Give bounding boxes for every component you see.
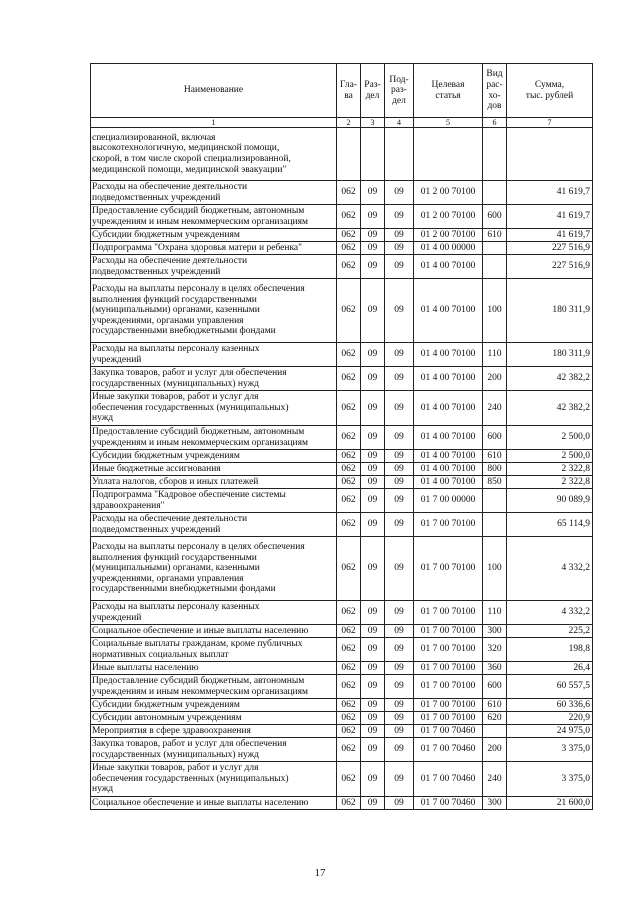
row-target-article: 01 7 00 70100 [414,699,483,712]
table-row [91,463,593,476]
header-chapter: Гла- ва [337,64,361,118]
row-chapter: 062 [337,463,361,476]
table-row [91,343,593,367]
row-target-article: 01 4 00 70100 [414,426,483,450]
row-sum: 3 375,0 [507,738,593,762]
row-name: Расходы на выплаты персоналу казенных учреждений [91,601,337,625]
row-sum: 60 336,6 [507,699,593,712]
row-target-article: 01 4 00 70100 [414,391,483,426]
row-name: Иные закупки товаров, работ и услуг для обеспечения государственных (муниципальных) нужд [91,391,337,426]
row-section: 09 [361,450,385,463]
row-chapter: 062 [337,205,361,229]
row-subsection: 09 [385,279,414,343]
row-expense-type: 200 [483,738,507,762]
table-row [91,229,593,242]
row-subsection: 09 [385,625,414,638]
row-chapter: 062 [337,738,361,762]
row-expense-type: 600 [483,205,507,229]
row-chapter: 062 [337,426,361,450]
row-target-article: 01 4 00 70100 [414,255,483,279]
row-chapter: 062 [337,712,361,725]
column-number: 3 [361,118,385,128]
row-section: 09 [361,242,385,255]
row-expense-type [483,489,507,513]
row-chapter: 062 [337,279,361,343]
row-expense-type: 240 [483,762,507,797]
row-expense-type: 100 [483,279,507,343]
row-name: Уплата налогов, сборов и иных платежей [91,476,337,489]
column-number: 6 [483,118,507,128]
row-subsection: 09 [385,699,414,712]
row-target-article: 01 7 00 70460 [414,725,483,738]
row-expense-type: 800 [483,463,507,476]
column-number: 2 [337,118,361,128]
row-name: Закупка товаров, работ и услуг для обеспечения государственных (муниципальных) нужд [91,367,337,391]
row-expense-type [483,181,507,205]
row-chapter: 062 [337,476,361,489]
row-sum: 42 382,2 [507,391,593,426]
row-sum: 2 322,8 [507,463,593,476]
row-sum: 4 332,2 [507,601,593,625]
row-subsection: 09 [385,797,414,810]
table-row [91,181,593,205]
row-subsection: 09 [385,229,414,242]
header-section: Раз- дел [361,64,385,118]
table-row [91,675,593,699]
row-name: Предоставление субсидий бюджетным, автономным учреждениям и иным некоммерческим организациям [91,426,337,450]
row-target-article: 01 7 00 70100 [414,712,483,725]
row-chapter: 062 [337,675,361,699]
row-section: 09 [361,675,385,699]
row-section: 09 [361,426,385,450]
row-sum: 180 311,9 [507,343,593,367]
budget-table-sheet [90,63,592,810]
table-row [91,128,593,181]
row-name: Субсидии бюджетным учреждениям [91,450,337,463]
row-subsection: 09 [385,738,414,762]
table-row [91,426,593,450]
row-name: Иные бюджетные ассигнования [91,463,337,476]
row-expense-type: 110 [483,601,507,625]
row-target-article: 01 7 00 70100 [414,638,483,662]
row-chapter: 062 [337,797,361,810]
row-subsection: 09 [385,450,414,463]
table-row [91,489,593,513]
row-expense-type: 610 [483,699,507,712]
table-row [91,738,593,762]
row-section: 09 [361,699,385,712]
table-body [91,128,593,810]
table-row [91,242,593,255]
row-section: 09 [361,229,385,242]
column-number: 4 [385,118,414,128]
row-chapter: 062 [337,762,361,797]
row-name: Расходы на обеспечение деятельности подведомственных учреждений [91,513,337,537]
row-section: 09 [361,797,385,810]
row-target-article: 01 4 00 70100 [414,343,483,367]
header-subsection: Под- раз- дел [385,64,414,118]
row-sum: 90 089,9 [507,489,593,513]
column-number: 5 [414,118,483,128]
row-chapter: 062 [337,625,361,638]
row-chapter: 062 [337,638,361,662]
row-name: Расходы на выплаты персоналу в целях обеспечения выполнения функций государственными (муниципальными) органами, казенными учреждениями, органами управления государственными внебюджетными фондами [91,279,337,343]
row-target-article: 01 4 00 70100 [414,450,483,463]
row-section: 09 [361,367,385,391]
row-subsection: 09 [385,242,414,255]
row-subsection: 09 [385,762,414,797]
row-target-article: 01 7 00 70460 [414,762,483,797]
row-expense-type: 360 [483,662,507,675]
row-target-article: 01 7 00 70460 [414,738,483,762]
row-target-article: 01 7 00 00000 [414,489,483,513]
row-section: 09 [361,601,385,625]
row-name: Расходы на обеспечение деятельности подведомственных учреждений [91,181,337,205]
row-name: Предоставление субсидий бюджетным, автономным учреждениям и иным некоммерческим организациям [91,675,337,699]
row-sum: 180 311,9 [507,279,593,343]
row-section: 09 [361,625,385,638]
row-expense-type: 110 [483,343,507,367]
header-sum: Сумма, тыс. рублей [507,64,593,118]
row-subsection: 09 [385,537,414,601]
row-target-article: 01 2 00 70100 [414,181,483,205]
row-sum: 3 375,0 [507,762,593,797]
row-sum: 225,2 [507,625,593,638]
row-chapter: 062 [337,242,361,255]
row-target-article: 01 7 00 70100 [414,662,483,675]
row-name: Иные выплаты населению [91,662,337,675]
row-expense-type [483,255,507,279]
table-row [91,391,593,426]
row-sum: 227 516,9 [507,255,593,279]
row-subsection: 09 [385,181,414,205]
table-row [91,725,593,738]
row-sum: 198,8 [507,638,593,662]
row-sum [507,128,593,181]
row-chapter: 062 [337,343,361,367]
row-name: Субсидии бюджетным учреждениям [91,699,337,712]
row-subsection: 09 [385,712,414,725]
row-sum: 65 114,9 [507,513,593,537]
row-subsection: 09 [385,513,414,537]
row-target-article: 01 4 00 70100 [414,367,483,391]
row-target-article: 01 7 00 70100 [414,537,483,601]
row-expense-type [483,128,507,181]
row-expense-type: 850 [483,476,507,489]
row-target-article: 01 4 00 70100 [414,463,483,476]
row-chapter: 062 [337,662,361,675]
table-header-row [91,64,593,118]
header-expense-type: Вид рас- хо- дов [483,64,507,118]
row-chapter: 062 [337,725,361,738]
table-row [91,255,593,279]
row-chapter: 062 [337,699,361,712]
row-target-article: 01 7 00 70100 [414,601,483,625]
row-target-article: 01 7 00 70100 [414,625,483,638]
row-section: 09 [361,738,385,762]
table-row [91,712,593,725]
table-row [91,450,593,463]
table-row [91,205,593,229]
table-row [91,537,593,601]
row-expense-type: 240 [483,391,507,426]
row-section: 09 [361,255,385,279]
row-sum: 227 516,9 [507,242,593,255]
row-name: Расходы на выплаты персоналу в целях обеспечения выполнения функций государственными (муниципальными) органами, казенными учреждениями, органами управления государственными внебюджетными фондами [91,537,337,601]
column-number: 1 [91,118,337,128]
table-row [91,662,593,675]
row-target-article [414,128,483,181]
header-target-article: Целевая статья [414,64,483,118]
row-section: 09 [361,205,385,229]
row-sum: 26,4 [507,662,593,675]
table-row [91,367,593,391]
row-subsection: 09 [385,662,414,675]
table-row [91,797,593,810]
row-subsection: 09 [385,391,414,426]
row-target-article: 01 7 00 70100 [414,675,483,699]
table-row [91,513,593,537]
row-subsection: 09 [385,426,414,450]
row-chapter: 062 [337,450,361,463]
row-name: Социальное обеспечение и иные выплаты населению [91,797,337,810]
row-section: 09 [361,181,385,205]
row-sum: 220,9 [507,712,593,725]
row-name: специализированной, включая высокотехнологичную, медицинской помощи, скорой, в том числе скорой специализированной, медицинской помощи, медицинской эвакуации" [91,128,337,181]
row-subsection: 09 [385,638,414,662]
table-row [91,476,593,489]
page-number: 17 [314,867,326,879]
budget-table [90,63,593,810]
row-expense-type: 610 [483,450,507,463]
row-subsection: 09 [385,725,414,738]
row-chapter: 062 [337,255,361,279]
row-expense-type: 200 [483,367,507,391]
row-sum: 2 500,0 [507,426,593,450]
row-subsection: 09 [385,367,414,391]
row-subsection: 09 [385,489,414,513]
row-expense-type: 620 [483,712,507,725]
row-chapter: 062 [337,367,361,391]
row-name: Расходы на обеспечение деятельности подведомственных учреждений [91,255,337,279]
row-section: 09 [361,513,385,537]
row-subsection: 09 [385,463,414,476]
row-subsection: 09 [385,476,414,489]
row-name: Субсидии бюджетным учреждениям [91,229,337,242]
row-section: 09 [361,537,385,601]
row-name: Расходы на выплаты персоналу казенных учреждений [91,343,337,367]
header-name: Наименование [91,64,337,118]
row-subsection [385,128,414,181]
row-sum: 2 322,8 [507,476,593,489]
row-sum: 4 332,2 [507,537,593,601]
row-section: 09 [361,476,385,489]
table-row [91,699,593,712]
row-sum: 21 600,0 [507,797,593,810]
row-expense-type [483,242,507,255]
column-number-row [91,118,593,128]
row-target-article: 01 7 00 70460 [414,797,483,810]
row-section: 09 [361,638,385,662]
column-number: 7 [507,118,593,128]
row-expense-type: 300 [483,797,507,810]
row-chapter: 062 [337,181,361,205]
row-name: Подпрограмма "Кадровое обеспечение системы здравоохранения" [91,489,337,513]
row-section [361,128,385,181]
table-row [91,279,593,343]
row-chapter: 062 [337,489,361,513]
row-sum: 24 975,0 [507,725,593,738]
row-expense-type: 300 [483,625,507,638]
row-section: 09 [361,489,385,513]
row-chapter: 062 [337,513,361,537]
row-sum: 42 382,2 [507,367,593,391]
row-subsection: 09 [385,255,414,279]
table-row [91,625,593,638]
row-section: 09 [361,662,385,675]
row-section: 09 [361,762,385,797]
row-name: Социальное обеспечение и иные выплаты населению [91,625,337,638]
row-name: Социальные выплаты гражданам, кроме публичных нормативных социальных выплат [91,638,337,662]
table-row [91,601,593,625]
row-expense-type: 610 [483,229,507,242]
row-expense-type: 600 [483,675,507,699]
row-expense-type: 100 [483,537,507,601]
row-name: Подпрограмма "Охрана здоровья матери и ребенка" [91,242,337,255]
row-sum: 2 500,0 [507,450,593,463]
table-row [91,762,593,797]
row-target-article: 01 4 00 70100 [414,476,483,489]
row-chapter: 062 [337,537,361,601]
row-sum: 60 557,5 [507,675,593,699]
row-expense-type: 600 [483,426,507,450]
row-chapter: 062 [337,391,361,426]
row-section: 09 [361,725,385,738]
row-subsection: 09 [385,675,414,699]
row-section: 09 [361,463,385,476]
row-target-article: 01 4 00 70100 [414,279,483,343]
row-name: Субсидии автономным учреждениям [91,712,337,725]
row-name: Закупка товаров, работ и услуг для обеспечения государственных (муниципальных) нужд [91,738,337,762]
row-expense-type: 320 [483,638,507,662]
table-row [91,638,593,662]
row-name: Иные закупки товаров, работ и услуг для обеспечения государственных (муниципальных) нужд [91,762,337,797]
row-subsection: 09 [385,205,414,229]
row-expense-type [483,513,507,537]
row-sum: 41 619,7 [507,229,593,242]
row-chapter: 062 [337,601,361,625]
row-section: 09 [361,343,385,367]
row-subsection: 09 [385,343,414,367]
row-expense-type [483,725,507,738]
row-section: 09 [361,391,385,426]
row-sum: 41 619,7 [507,181,593,205]
row-subsection: 09 [385,601,414,625]
row-section: 09 [361,279,385,343]
row-chapter: 062 [337,229,361,242]
row-target-article: 01 2 00 70100 [414,229,483,242]
row-name: Мероприятия в сфере здравоохранения [91,725,337,738]
row-target-article: 01 4 00 00000 [414,242,483,255]
row-target-article: 01 7 00 70100 [414,513,483,537]
row-sum: 41 619,7 [507,205,593,229]
row-target-article: 01 2 00 70100 [414,205,483,229]
row-section: 09 [361,712,385,725]
row-chapter [337,128,361,181]
row-name: Предоставление субсидий бюджетным, автономным учреждениям и иным некоммерческим организациям [91,205,337,229]
